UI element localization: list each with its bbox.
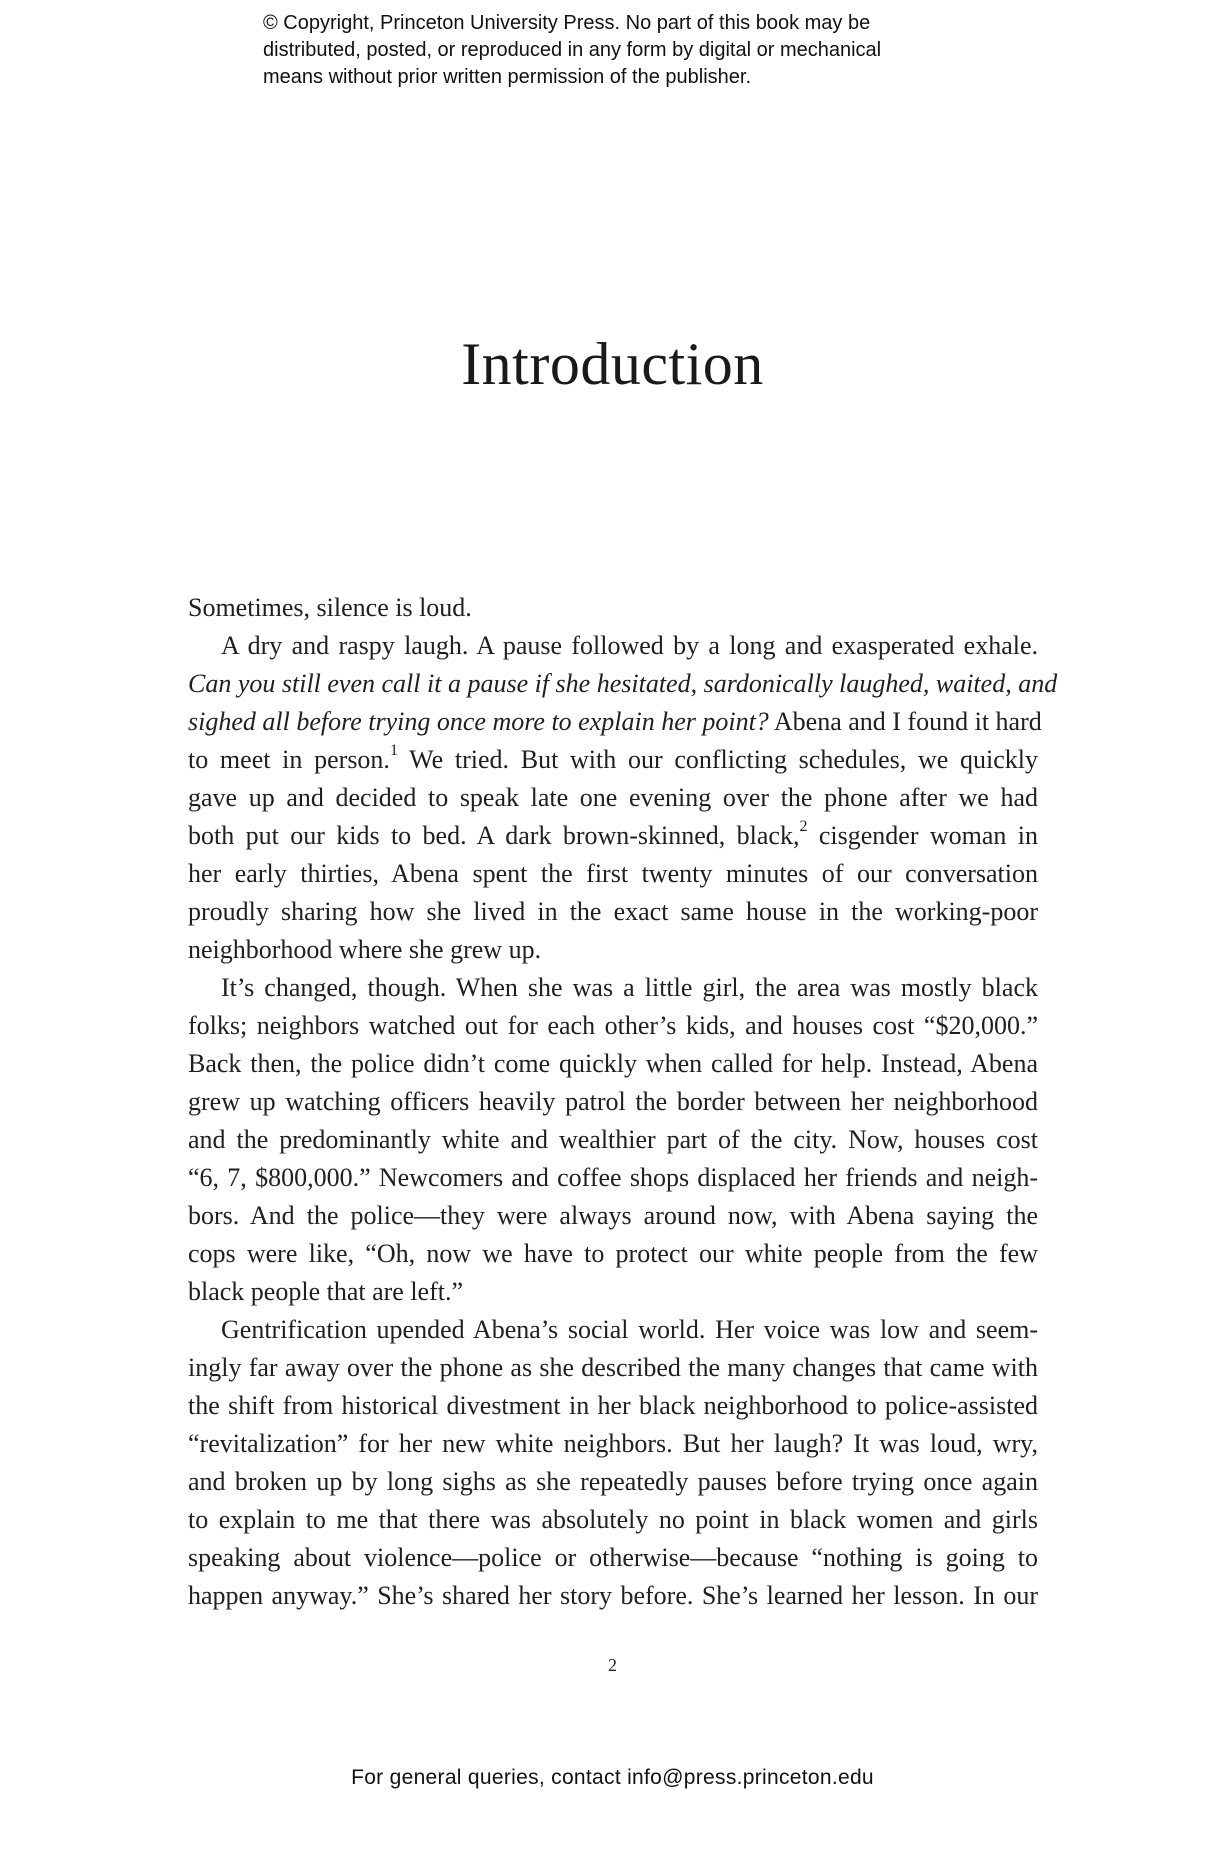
text-line: and broken up by long sighs as she repeatedly pauses before trying once again	[188, 1467, 1038, 1496]
text-line: “revitalization” for her new white neighbors. But her laugh? It was loud, wry,	[188, 1429, 1038, 1458]
text-line: folks; neighbors watched out for each other’s kids, and houses cost “$20,000.”	[188, 1011, 1038, 1040]
text-line: Gentrification upended Abena’s social world. Her voice was low and seem-	[221, 1315, 1038, 1344]
copyright-line: means without prior written permission of the publisher.	[263, 66, 752, 88]
body-text	[188, 589, 1058, 1615]
text-line	[188, 665, 1058, 703]
text-segment: cisgender woman in	[807, 821, 1038, 850]
footnote-marker[interactable]: 1	[389, 742, 398, 760]
text-line: grew up watching officers heavily patrol the border between her neighborhood	[188, 1087, 1038, 1116]
text-segment: to meet in person.	[188, 745, 390, 774]
text-line	[188, 817, 1038, 855]
chapter-title: Introduction	[461, 331, 764, 397]
text-line: “6, 7, $800,000.” Newcomers and coffee shops displaced her friends and neigh-	[188, 1163, 1038, 1192]
page-number: 2	[608, 1655, 617, 1675]
text-segment: We tried. But with our conflicting schedules, we quickly	[397, 745, 1038, 774]
text-line: her early thirties, Abena spent the first twenty minutes of our conversation	[188, 859, 1038, 888]
text-line: and the predominantly white and wealthier part of the city. Now, houses cost	[188, 1125, 1038, 1154]
text-line: proudly sharing how she lived in the exact same house in the working-poor	[188, 897, 1038, 926]
italic-text: sighed all before trying once more to explain her point?	[188, 707, 769, 736]
text-line: bors. And the police—they were always around now, with Abena saying the	[188, 1201, 1038, 1230]
copyright-notice	[263, 10, 983, 91]
copyright-line: © Copyright, Princeton University Press. No part of this book may be	[263, 12, 871, 34]
text-line: the shift from historical divestment in her black neighborhood to police-assisted	[188, 1391, 1038, 1420]
text-line	[188, 741, 1038, 779]
text-line: gave up and decided to speak late one evening over the phone after we had	[188, 783, 1038, 812]
text-line: A dry and raspy laugh. A pause followed by a long and exasperated exhale.	[221, 631, 1038, 660]
text-segment: both put our kids to bed. A dark brown-skinned, black,	[188, 821, 800, 850]
text-line: Sometimes, silence is loud.	[188, 593, 472, 622]
text-line: to explain to me that there was absolutely no point in black women and girls	[188, 1505, 1038, 1534]
text-line: happen anyway.” She’s shared her story before. She’s learned her lesson. In our	[188, 1581, 1038, 1610]
footnote-marker[interactable]: 2	[799, 818, 808, 836]
text-line: Back then, the police didn’t come quickly when called for help. Instead, Abena	[188, 1049, 1038, 1078]
text-line: neighborhood where she grew up.	[188, 935, 542, 964]
text-line: black people that are left.”	[188, 1277, 464, 1306]
copyright-line: distributed, posted, or reproduced in any form by digital or mechanical	[263, 39, 882, 61]
text-line: speaking about violence—police or otherwise—because “nothing is going to	[188, 1543, 1038, 1572]
italic-text: Can you still even call it a pause if she hesitated, sardonically laughed, waited, and	[188, 669, 1058, 698]
footer-contact: For general queries, contact info@press.princeton.edu	[351, 1766, 874, 1789]
text-line: It’s changed, though. When she was a little girl, the area was mostly black	[221, 973, 1038, 1002]
text-line: ingly far away over the phone as she described the many changes that came with	[188, 1353, 1038, 1382]
text-line: cops were like, “Oh, now we have to protect our white people from the few	[188, 1239, 1038, 1268]
text-line	[188, 703, 1042, 741]
text-segment: Abena and I found it hard	[768, 707, 1042, 736]
